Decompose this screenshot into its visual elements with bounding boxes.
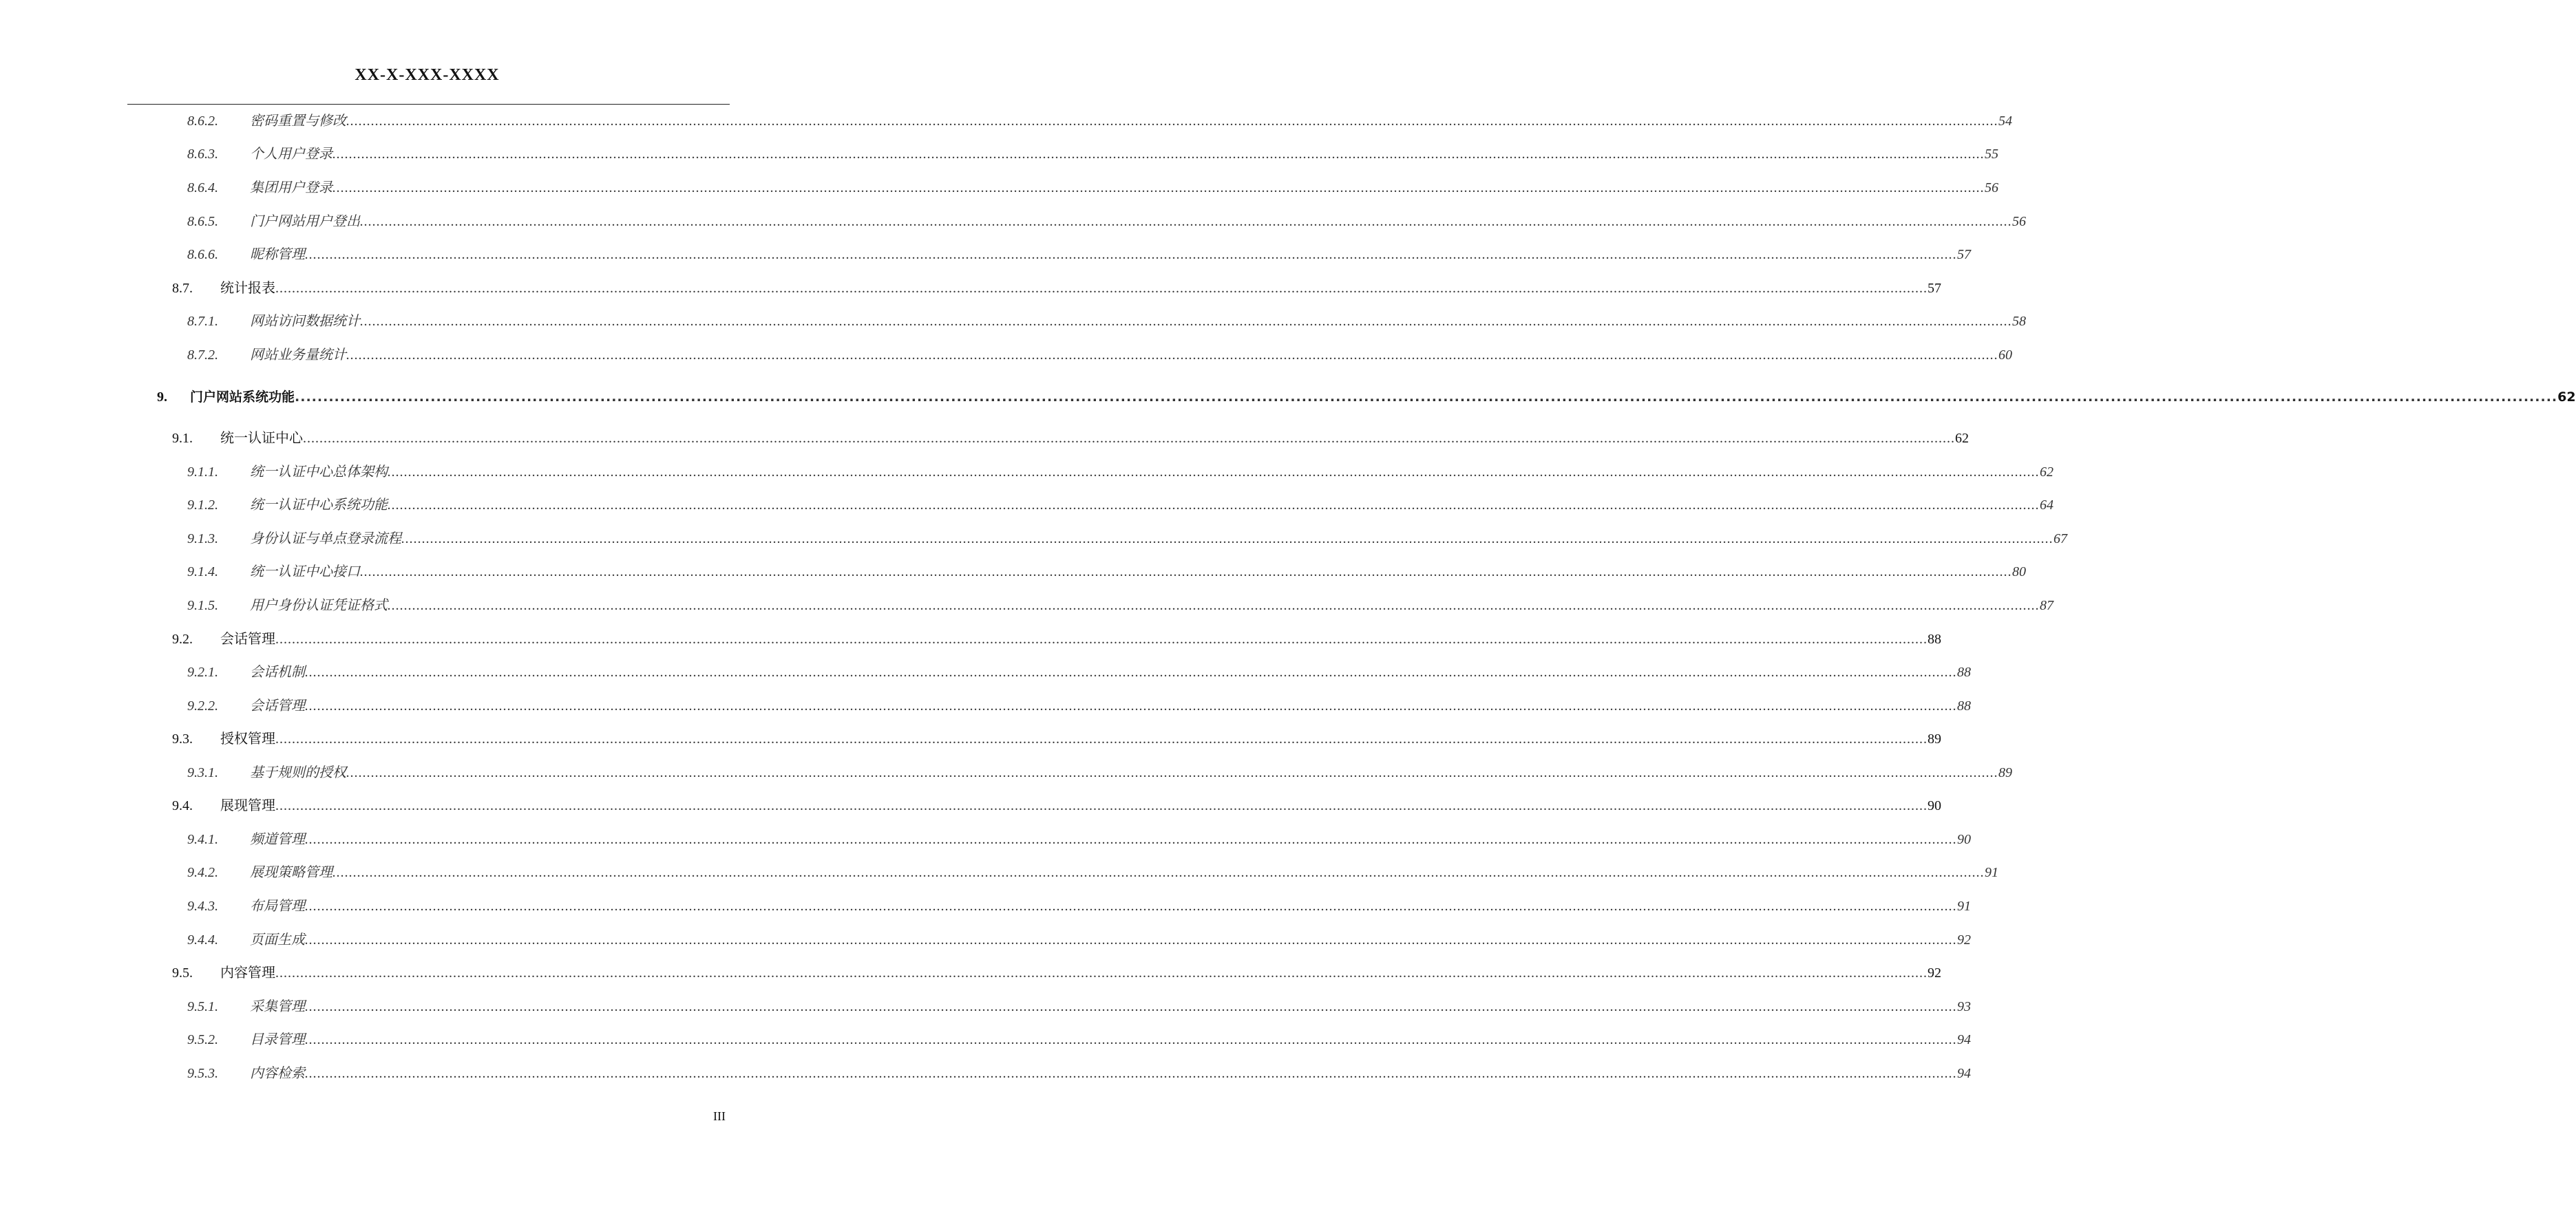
toc-entry-page: 90 bbox=[1928, 798, 1941, 813]
toc-entry-number: 9.5.2. bbox=[187, 1032, 218, 1047]
toc-entry-number: 9.1. bbox=[172, 431, 193, 446]
toc-entry-line bbox=[220, 628, 1941, 650]
toc-entry-title: 昵称管理 bbox=[250, 247, 305, 262]
toc-entry-number: 9. bbox=[157, 389, 167, 405]
toc-entry-line bbox=[250, 661, 1971, 683]
toc-entry-page: 91 bbox=[1957, 899, 1971, 914]
toc-entry-line bbox=[250, 862, 1998, 884]
toc-entry-page: 54 bbox=[1998, 114, 2012, 129]
toc-entry-line bbox=[250, 528, 2067, 550]
toc-entry-line bbox=[250, 762, 2012, 784]
toc-entry-title: 展现管理 bbox=[220, 798, 275, 813]
toc-entry-number: 9.2. bbox=[172, 632, 193, 647]
toc-entry[interactable] bbox=[0, 494, 2054, 516]
toc-entry-page: 62 bbox=[1955, 431, 1969, 446]
toc-entry[interactable] bbox=[0, 310, 2026, 332]
toc-entry-page: 60 bbox=[1998, 348, 2012, 363]
toc-entry-page: 93 bbox=[1957, 999, 1971, 1014]
toc-entry-number: 8.6.3. bbox=[187, 147, 218, 162]
toc-entry-title: 统一认证中心 bbox=[220, 431, 303, 446]
toc-entry-page: 55 bbox=[1985, 147, 1998, 162]
toc-entry-number: 9.1.2. bbox=[187, 498, 218, 513]
toc-entry[interactable] bbox=[0, 929, 1971, 951]
toc-entry-page: 94 bbox=[1957, 1066, 1971, 1081]
toc-entry-title: 统一认证中心总体架构 bbox=[250, 464, 388, 480]
toc-entry-line bbox=[250, 561, 2026, 583]
toc-entry[interactable] bbox=[0, 1029, 1971, 1051]
toc-entry-line bbox=[250, 244, 1971, 266]
toc-dot-leader: ................................................................................................................................................................................................................................................................................................................................................................................................................ bbox=[360, 214, 2012, 229]
toc-entry-title: 会话机制 bbox=[250, 665, 305, 680]
toc-dot-leader: ................................................................................................................................................................................................................................................................................................................................................................................................................ bbox=[275, 731, 1928, 747]
toc-dot-leader: ................................................................................................................................................................................................................................................................................................................................................................................................................ bbox=[305, 899, 1957, 914]
toc-entry-number: 9.4.1. bbox=[187, 832, 218, 847]
toc-dot-leader: ................................................................................................................................................................................................................................................................................................................................................................................................................ bbox=[346, 765, 1998, 780]
toc-entry-number: 8.7.1. bbox=[187, 314, 218, 329]
toc-entry-title: 页面生成 bbox=[250, 932, 305, 948]
toc-entry-title: 授权管理 bbox=[220, 731, 275, 747]
toc-entry-title: 目录管理 bbox=[250, 1032, 305, 1047]
toc-entry-number: 9.2.2. bbox=[187, 698, 218, 714]
toc-entry[interactable] bbox=[0, 386, 2576, 408]
toc-entry-number: 8.6.4. bbox=[187, 180, 218, 195]
toc-dot-leader: ................................................................................................................................................................................................................................................................................................................................................................................................................ bbox=[332, 147, 1985, 162]
page-number: III bbox=[713, 1109, 726, 1123]
toc-entry-line bbox=[250, 461, 2054, 483]
toc-entry[interactable] bbox=[0, 427, 1969, 449]
toc-dot-leader: ................................................................................................................................................................................................................................................................................................................................................................................................................ bbox=[401, 531, 2054, 546]
toc-entry[interactable] bbox=[0, 795, 1941, 817]
toc-entry-number: 9.4.2. bbox=[187, 865, 218, 880]
toc-entry-number: 9.5.1. bbox=[187, 999, 218, 1014]
toc-entry[interactable] bbox=[0, 244, 1971, 266]
toc-entry-line bbox=[220, 795, 1941, 817]
toc-entry-title: 展现策略管理 bbox=[250, 865, 332, 880]
toc-entry[interactable] bbox=[0, 177, 1998, 199]
toc-entry-number: 8.6.6. bbox=[187, 247, 218, 262]
toc-entry-number: 9.3.1. bbox=[187, 765, 218, 780]
toc-dot-leader: ................................................................................................................................................................................................................................................................................................................................................................................................................ bbox=[305, 999, 1957, 1014]
toc-dot-leader: ................................................................................................................................................................................................................................................................................................................................................................................................................ bbox=[305, 832, 1957, 847]
toc-dot-leader: ................................................................................................................................................................................................................................................................................................................................................................................................................ bbox=[388, 464, 2040, 480]
toc-entry-line bbox=[250, 1029, 1971, 1051]
toc-entry-page: 57 bbox=[1957, 247, 1971, 262]
toc-dot-leader: ................................................................................................................................................................................................................................................................................................................................................................................................................ bbox=[275, 798, 1928, 813]
toc-entry[interactable] bbox=[0, 344, 2012, 366]
toc-dot-leader: ................................................................................................................................................................................................................................................................................................................................................................................................................ bbox=[305, 1066, 1957, 1081]
toc-entry[interactable] bbox=[0, 277, 1941, 299]
toc-entry-page: 90 bbox=[1957, 832, 1971, 847]
toc-entry[interactable] bbox=[0, 110, 2012, 132]
toc-dot-leader: ................................................................................................................................................................................................................................................................................................................................................................................................................ bbox=[346, 114, 1998, 129]
toc-dot-leader: ................................................................................................................................................................................................................................................................................................................................................................................................................ bbox=[305, 1032, 1957, 1047]
toc-entry-page: 62 bbox=[2040, 464, 2054, 480]
toc-entry-title: 采集管理 bbox=[250, 999, 305, 1014]
toc-entry-title: 频道管理 bbox=[250, 832, 305, 847]
toc-entry-number: 9.4.3. bbox=[187, 899, 218, 914]
toc-entry-page: 80 bbox=[2012, 564, 2026, 579]
toc-entry-title: 会话管理 bbox=[250, 698, 305, 714]
toc-entry-number: 8.7.2. bbox=[187, 348, 218, 363]
toc-entry-page: 56 bbox=[1985, 180, 1998, 195]
toc-dot-leader: ................................................................................................................................................................................................................................................................................................................................................................................................................ bbox=[360, 564, 2012, 579]
toc-entry-line bbox=[190, 386, 2576, 408]
toc-dot-leader: ................................................................................................................................................................................................................................................................................................................................................................................................................ bbox=[360, 314, 2012, 329]
toc-entry-page: 57 bbox=[1928, 281, 1941, 296]
toc-dot-leader: ................................................................................................................................................................................................................................................................................................................................................................................................................ bbox=[388, 498, 2040, 513]
toc-dot-leader: ................................................................................................................................................................................................................................................................................................................................................................................................................ bbox=[303, 431, 1955, 446]
toc-entry-title: 身份认证与单点登录流程 bbox=[250, 531, 401, 546]
toc-dot-leader: ................................................................................................................................................................................................................................................................................................................................................................................................................ bbox=[346, 348, 1998, 363]
toc-dot-leader: ................................................................................................................................................................................................................................................................................................................................................................................................................ bbox=[275, 632, 1928, 647]
toc-entry-number: 9.1.3. bbox=[187, 531, 218, 546]
toc-entry[interactable] bbox=[0, 962, 1941, 984]
document-header-title: XX-X-XXX-XXXX bbox=[355, 66, 500, 84]
toc-dot-leader: ................................................................................................................................................................................................................................................................................................................................................................................................................ bbox=[305, 247, 1957, 262]
toc-dot-leader: ................................................................................................................................................................................................................................................................................................................................................................................................................ bbox=[332, 865, 1985, 880]
toc-entry[interactable] bbox=[0, 143, 1998, 165]
toc-entry-title: 门户网站用户登出 bbox=[250, 214, 360, 229]
toc-entry[interactable] bbox=[0, 862, 1998, 884]
toc-entry-line bbox=[220, 277, 1941, 299]
toc-dot-leader: ................................................................................................................................................................................................................................................................................................................................................................................................................ bbox=[275, 281, 1928, 296]
toc-entry-number: 8.7. bbox=[172, 281, 193, 296]
toc-entry-page: 58 bbox=[2012, 314, 2026, 329]
toc-entry-line bbox=[250, 929, 1971, 951]
toc-entry-page: 89 bbox=[1928, 731, 1941, 747]
toc-dot-leader: ................................................................................................................................................................................................................................................................................................................................................................................................................ bbox=[305, 665, 1957, 680]
toc-dot-leader: ................................................................................................................................................................................................................................................................................................................................................................................................................ bbox=[305, 698, 1957, 714]
toc-entry-line bbox=[250, 177, 1998, 199]
toc-entry[interactable] bbox=[0, 829, 1971, 851]
toc-entry-number: 9.1.1. bbox=[187, 464, 218, 480]
toc-entry-page: 94 bbox=[1957, 1032, 1971, 1047]
toc-dot-leader: ................................................................................................................................................................................................................................................................................................................................................................................................................ bbox=[388, 598, 2040, 613]
toc-entry-number: 9.3. bbox=[172, 731, 193, 747]
toc-entry-line bbox=[250, 110, 2012, 132]
toc-entry[interactable] bbox=[0, 762, 2012, 784]
toc-entry-title: 用户身份认证凭证格式 bbox=[250, 598, 388, 613]
toc-entry-number: 9.1.4. bbox=[187, 564, 218, 579]
toc-entry[interactable] bbox=[0, 528, 2067, 550]
toc-entry-number: 8.6.2. bbox=[187, 114, 218, 129]
toc-dot-leader: ................................................................................................................................................................................................................................................................................................................................................................................................................ bbox=[305, 932, 1957, 948]
toc-entry-number: 9.5.3. bbox=[187, 1066, 218, 1081]
toc-entry-line bbox=[250, 494, 2054, 516]
toc-entry[interactable] bbox=[0, 628, 1941, 650]
toc-entry-line bbox=[250, 1062, 1971, 1085]
toc-entry-title: 内容管理 bbox=[220, 965, 275, 981]
toc-entry-line bbox=[250, 895, 1971, 917]
toc-entry-line bbox=[250, 344, 2012, 366]
toc-entry-line bbox=[250, 695, 1971, 717]
toc-entry-page: 62 bbox=[2557, 389, 2576, 405]
toc-entry-line bbox=[250, 211, 2026, 233]
toc-entry-title: 统计报表 bbox=[220, 281, 275, 296]
toc-entry-line bbox=[250, 996, 1971, 1018]
toc-entry-line bbox=[250, 595, 2054, 617]
toc-entry-page: 88 bbox=[1957, 665, 1971, 680]
toc-entry[interactable] bbox=[0, 895, 1971, 917]
toc-entry-page: 67 bbox=[2054, 531, 2067, 546]
toc-entry-number: 8.6.5. bbox=[187, 214, 218, 229]
toc-entry-line bbox=[250, 143, 1998, 165]
toc-entry-page: 88 bbox=[1928, 632, 1941, 647]
toc-entry-page: 56 bbox=[2012, 214, 2026, 229]
toc-entry-number: 9.5. bbox=[172, 965, 193, 981]
toc-entry-title: 网站业务量统计 bbox=[250, 348, 346, 363]
toc-entry[interactable] bbox=[0, 695, 1971, 717]
toc-entry[interactable] bbox=[0, 561, 2026, 583]
toc-entry[interactable] bbox=[0, 595, 2054, 617]
toc-entry-title: 会话管理 bbox=[220, 632, 275, 647]
toc-entry-number: 9.4.4. bbox=[187, 932, 218, 948]
toc-entry[interactable] bbox=[0, 728, 1941, 750]
toc-entry-page: 87 bbox=[2040, 598, 2054, 613]
toc-entry-line bbox=[220, 728, 1941, 750]
toc-entry[interactable] bbox=[0, 661, 1971, 683]
toc-entry-number: 9.2.1. bbox=[187, 665, 218, 680]
toc-entry-line bbox=[250, 829, 1971, 851]
toc-entry-title: 密码重置与修改 bbox=[250, 114, 346, 129]
toc-entry-title: 集团用户登录 bbox=[250, 180, 332, 195]
toc-entry-title: 门户网站系统功能 bbox=[190, 389, 295, 405]
toc-entry-line bbox=[220, 427, 1969, 449]
toc-entry[interactable] bbox=[0, 996, 1971, 1018]
toc-dot-leader: ................................................................................................................................................................................................................................................................................................................................................................................................................ bbox=[275, 965, 1928, 981]
toc-entry[interactable] bbox=[0, 1062, 1971, 1085]
toc-entry-number: 9.1.5. bbox=[187, 598, 218, 613]
toc-entry-title: 统一认证中心系统功能 bbox=[250, 498, 388, 513]
toc-dot-leader: ................................................................................................................................................................................................................................................................................................................................................................................................................ bbox=[332, 180, 1985, 195]
toc-entry[interactable] bbox=[0, 461, 2054, 483]
toc-entry-number: 9.4. bbox=[172, 798, 193, 813]
toc-entry-title: 个人用户登录 bbox=[250, 147, 332, 162]
toc-entry-page: 92 bbox=[1928, 965, 1941, 981]
toc-entry-title: 网站访问数据统计 bbox=[250, 314, 360, 329]
toc-entry-line bbox=[220, 962, 1941, 984]
toc-entry-page: 64 bbox=[2040, 498, 2054, 513]
toc-entry-title: 布局管理 bbox=[250, 899, 305, 914]
toc-entry-line bbox=[250, 310, 2026, 332]
toc-entry-title: 基于规则的授权 bbox=[250, 765, 346, 780]
toc-entry-page: 92 bbox=[1957, 932, 1971, 948]
toc-entry[interactable] bbox=[0, 211, 2026, 233]
toc-dot-leader: ................................................................................................................................................................................................................................................................................................................................................................................................................ bbox=[295, 389, 2558, 405]
toc-entry-page: 88 bbox=[1957, 698, 1971, 714]
toc-entry-page: 89 bbox=[1998, 765, 2012, 780]
toc-entry-title: 统一认证中心接口 bbox=[250, 564, 360, 579]
toc-entry-title: 内容检索 bbox=[250, 1066, 305, 1081]
toc-entry-page: 91 bbox=[1985, 865, 1998, 880]
